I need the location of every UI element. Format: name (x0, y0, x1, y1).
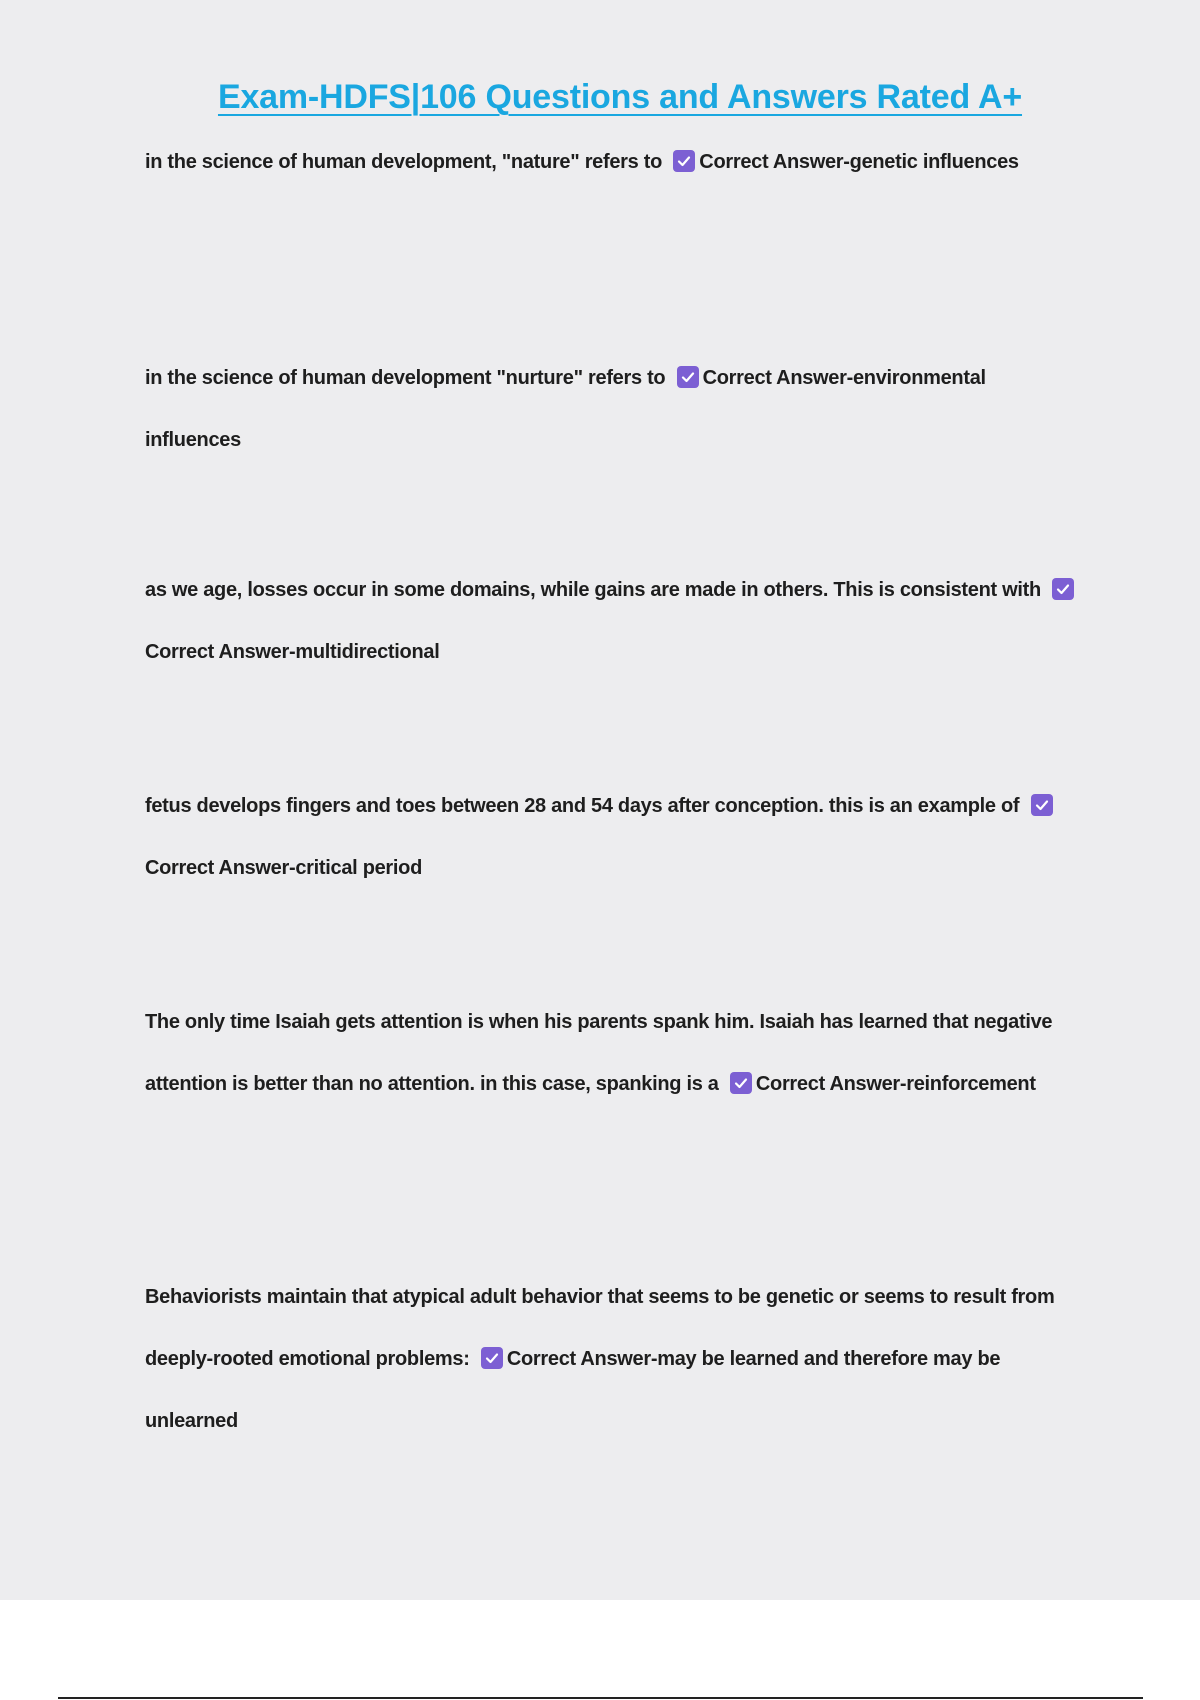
question-text: in the science of human development, "nature" refers to (145, 151, 663, 173)
qa-item (145, 991, 1085, 1115)
qa-item (145, 347, 1085, 471)
question-text: as we age, losses occur in some domains, while gains are made in others. This is consistent with (145, 579, 1041, 601)
check-box-icon (677, 366, 699, 388)
answer-text: Correct Answer-reinforcement (755, 1073, 1036, 1095)
answer-text: Correct Answer-environmental influences (145, 367, 986, 451)
question-text: fetus develops fingers and toes between 28 and 54 days after conception. this is an example of (145, 795, 1020, 817)
answer-text: Correct Answer-multidirectional (145, 641, 440, 663)
check-box-icon (1052, 578, 1074, 600)
answer-text: Correct Answer-may be learned and therefore may be unlearned (145, 1348, 1001, 1432)
document-title: Exam-HDFS|106 Questions and Answers Rated A+ (217, 78, 1023, 116)
check-box-icon (1031, 794, 1053, 816)
check-box-icon (730, 1072, 752, 1094)
question-text: The only time Isaiah gets attention is when his parents spank him. Isaiah has learned that negative attention is better than no attention. in this case, spanking is a (145, 1011, 1053, 1095)
check-box-icon (481, 1347, 503, 1369)
question-text: in the science of human development "nurture" refers to (145, 367, 666, 389)
qa-item (145, 131, 1085, 193)
question-text: Behaviorists maintain that atypical adult behavior that seems to be genetic or seems to result from deeply-rooted emotional problems: (145, 1286, 1055, 1370)
answer-text: Correct Answer-genetic influences (699, 151, 1019, 173)
answer-text: Correct Answer-critical period (145, 857, 423, 879)
check-box-icon (673, 150, 695, 172)
footer-divider (58, 1697, 1143, 1699)
qa-item (145, 559, 1085, 683)
qa-item (145, 1266, 1085, 1452)
qa-item (145, 775, 1085, 899)
